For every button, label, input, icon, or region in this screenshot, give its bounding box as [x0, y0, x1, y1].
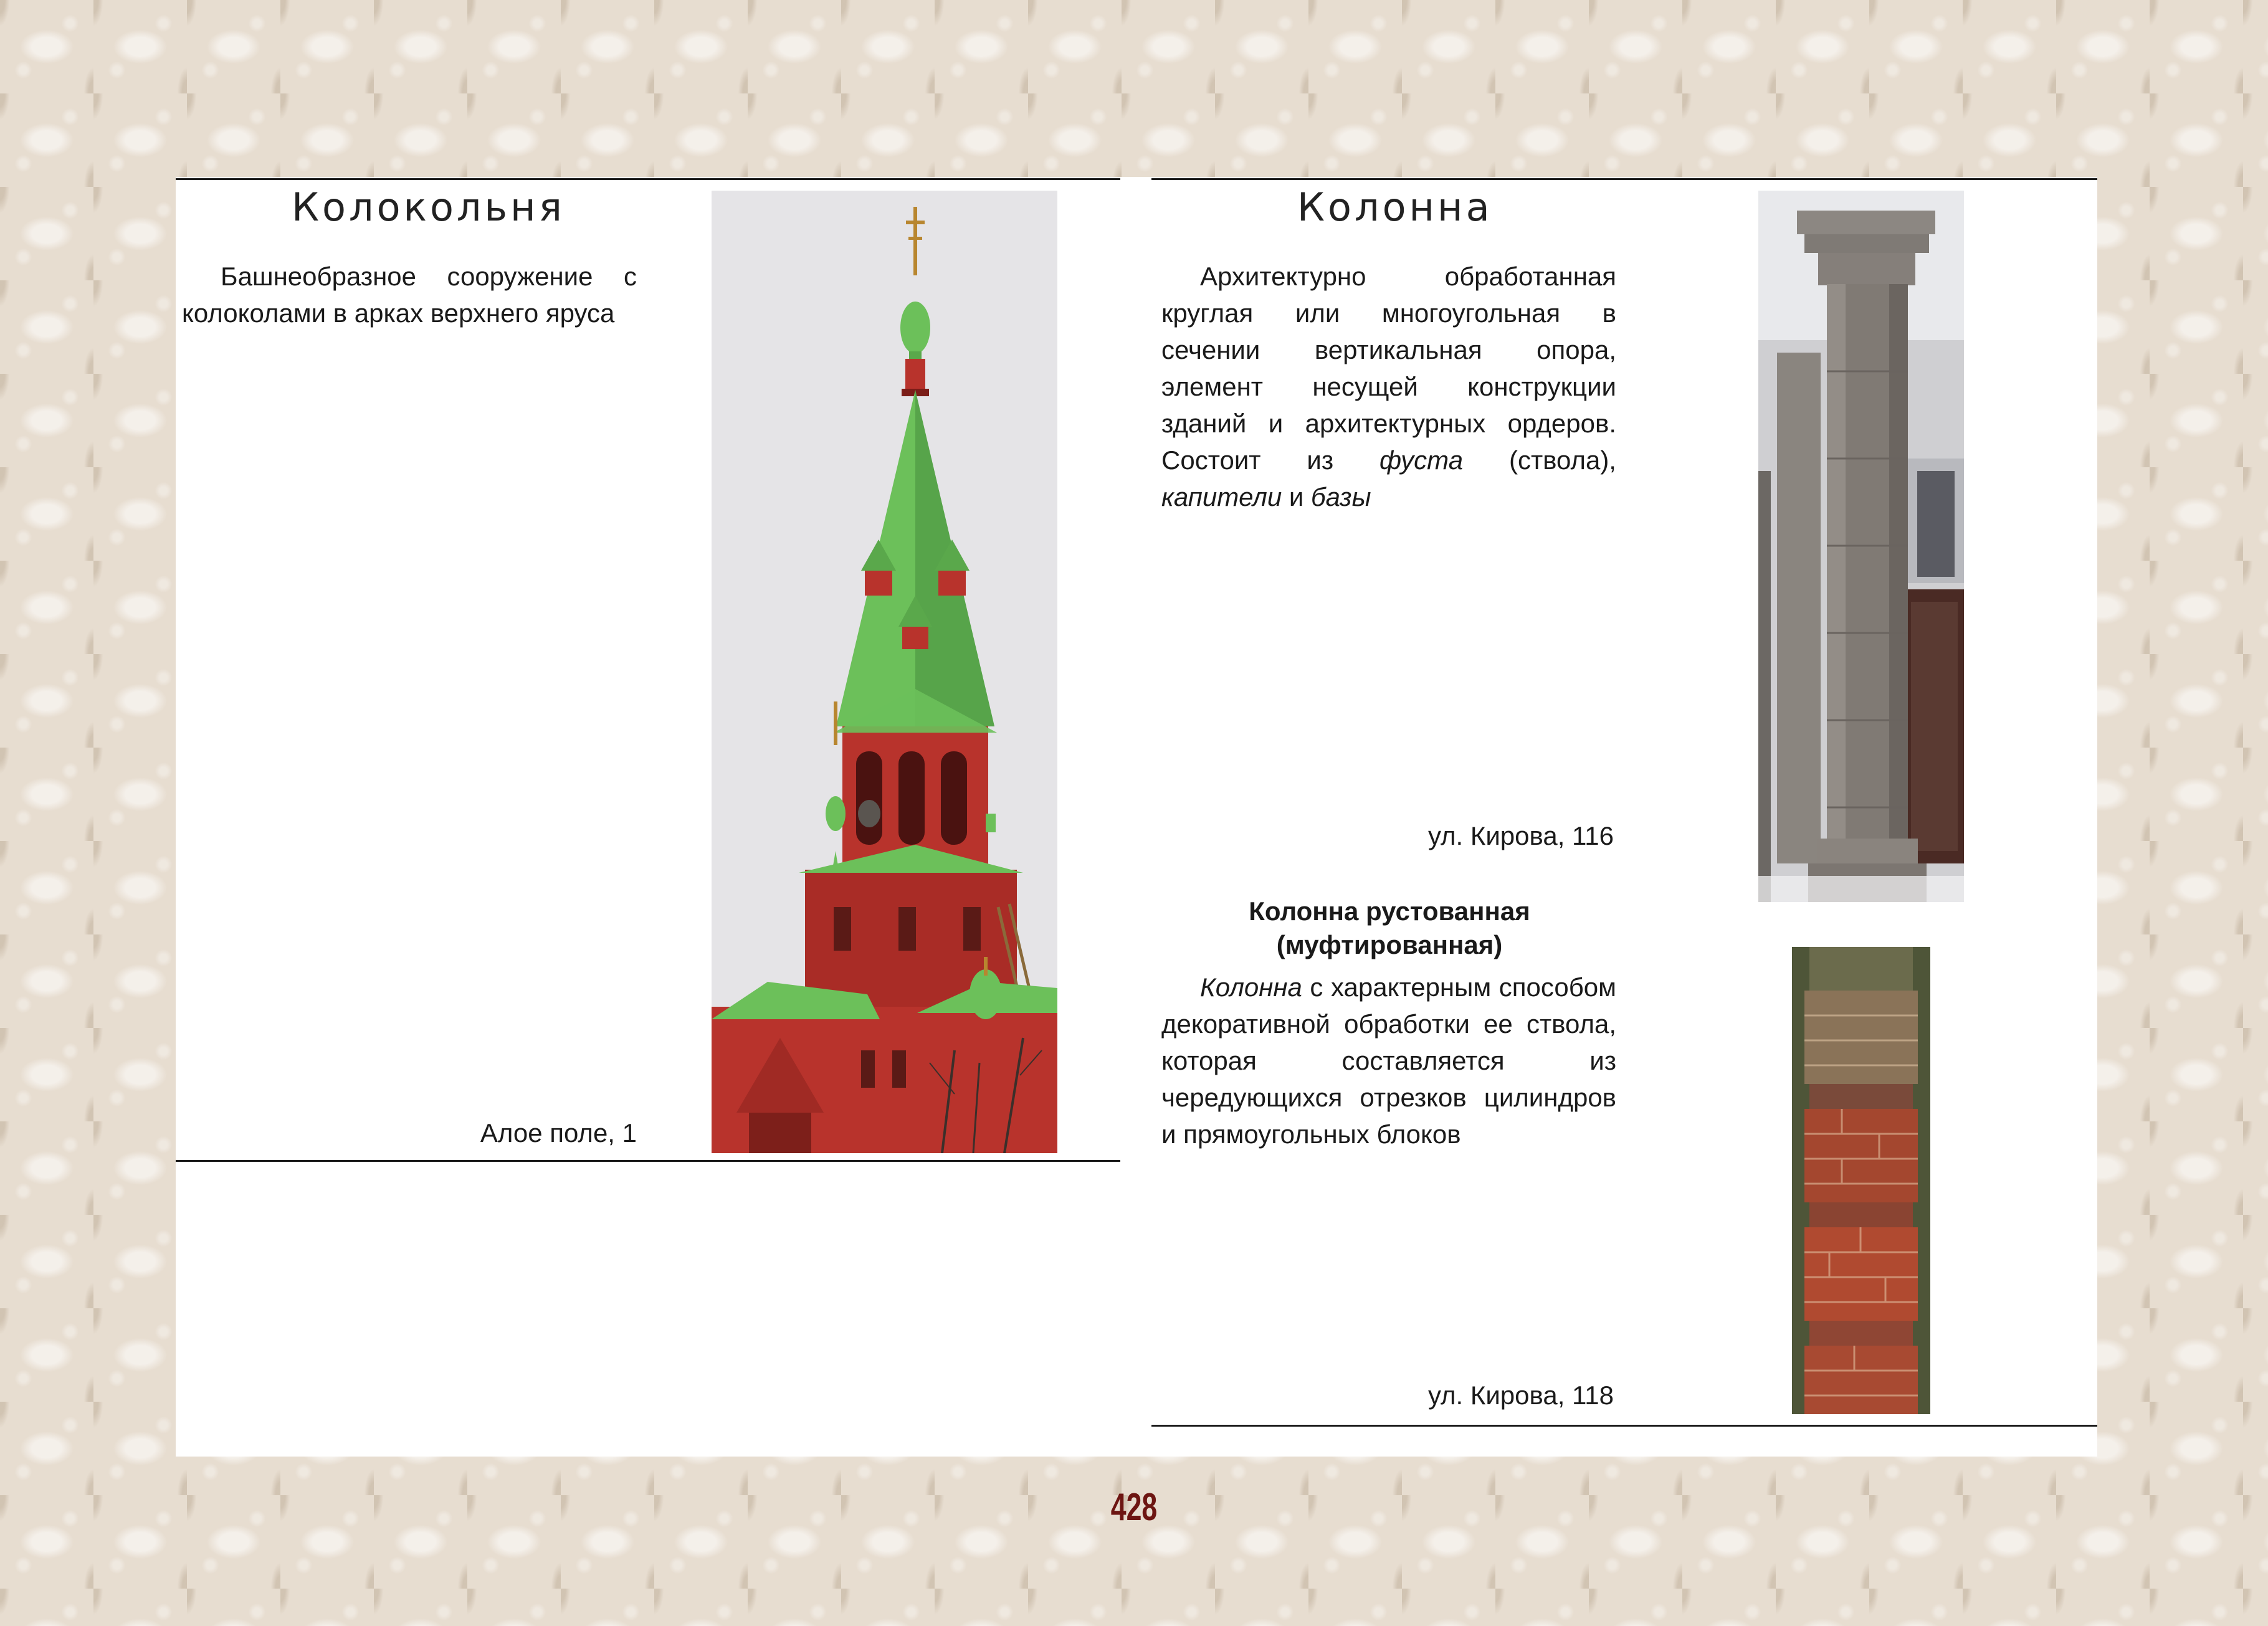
left-bottom-rule [176, 1160, 1120, 1162]
column-definition-part1: Архитектурно обработанная круглая или многоугольная в сечении вертикальная опора, элемент несущей конструкции зданий и архитектурных ордеров. Состоит из [1161, 262, 1616, 475]
column-definition [1161, 258, 1616, 515]
term-capital: капители [1161, 482, 1282, 511]
column-definition-part2: (ствола), [1463, 445, 1616, 475]
rusticated-column-heading-line1: Колонна рустованная [1249, 896, 1530, 926]
rusticated-column-heading-line2: (муфтированная) [1276, 930, 1503, 959]
page-number: 428 [1110, 1486, 1158, 1529]
bell-tower-title: Колокольня [292, 184, 565, 230]
column-photo [1758, 191, 1964, 902]
column-title: Колонна [1297, 184, 1493, 230]
rusticated-column-text: с характерным способом декоративной обработки ее ствола, которая составляется из чередующихся отрезков цилиндров и прямоугольных блоков [1161, 972, 1616, 1149]
column-address: ул. Кирова, 116 [1427, 821, 1614, 850]
right-top-rule [1151, 178, 2097, 180]
rusticated-column-heading [1184, 895, 1595, 962]
bell-tower-address: Алое поле, 1 [480, 1118, 637, 1148]
rusticated-column-definition [1161, 969, 1616, 1153]
rusticated-column-address: ул. Кирова, 118 [1427, 1381, 1614, 1410]
bell-tower-definition: Башнеобразное сооружение с колоколами в арках верхнего яруса [182, 262, 637, 328]
term-fust: фуста [1379, 445, 1464, 475]
rusticated-column-photo [1792, 947, 1930, 1414]
right-bottom-rule [1151, 1425, 2097, 1427]
sub-term-column: Колонна [1200, 972, 1302, 1002]
column-definition-part3: и [1282, 482, 1311, 511]
term-base: базы [1311, 482, 1371, 511]
left-top-rule [176, 178, 1120, 180]
bell-tower-photo [712, 191, 1057, 1153]
